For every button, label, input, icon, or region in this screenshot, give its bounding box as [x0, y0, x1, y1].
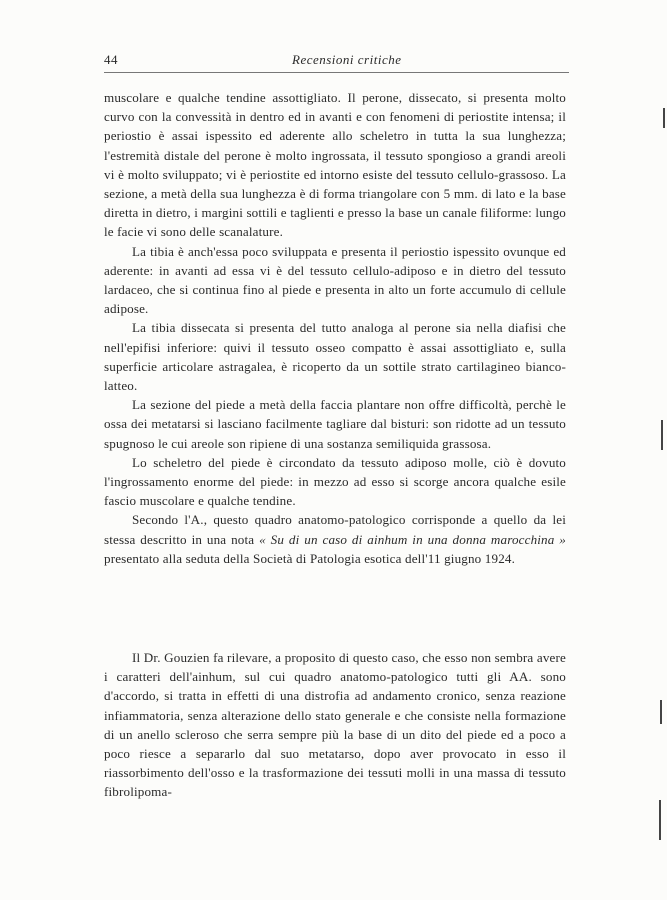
section-2: [104, 648, 566, 802]
section2-prefix: Il Dr.: [132, 650, 161, 665]
section2-text: fa rilevare, a proposito di questo caso, che esso non sembra avere i caratteri dell'ainhum, sul cui quadro anatomo-patologico tutti gli AA. sono d'accordo, si tratta in effetti di una distrofia ad andamento cronico, senza reazione infiammatoria, senza alterazione dello stato generale e che consiste nella formazione di un anello scleroso che serra sempre più la base di un dito del piede ed a poco a poco riesce a separarlo dal suo metatarso, dopo aver provocato in esso il riassorbimento dell'osso e la trasformazione dei tessuti molli in una massa di tessuto fibrolipoma-: [104, 650, 566, 800]
paragraph-6-before: Secondo l'A., questo quadro anatomo-patologico corrisponde a quello da lei stessa descritto in una nota: [104, 512, 566, 547]
scan-mark: [660, 700, 662, 724]
paragraph-4: La sezione del piede a metà della faccia plantare non offre difficoltà, perchè le ossa dei metatarsi si lasciano facilmente tagliare dal bisturi: son ridotte ad un tessuto spugnoso le cui areole son ripiene di una sostanza semiliquida grassosa.: [104, 397, 566, 451]
paragraph-6: [104, 510, 566, 568]
running-title: Recensioni critiche: [292, 52, 402, 67]
cited-note-title: « Su di un caso di ainhum in una donna marocchina »: [259, 531, 566, 547]
scan-mark: [663, 108, 665, 128]
page-number: 44: [104, 52, 118, 67]
paragraph-7: [104, 648, 566, 802]
running-header: [104, 52, 566, 72]
author-name: Gouzien: [164, 650, 210, 665]
paragraph-5: Lo scheletro del piede è circondato da tessuto adiposo molle, ciò è dovuto l'ingrossamento enorme del piede: in mezzo ad esso si scorge ancora qualche esile fascio muscolare e qualche tendine.: [104, 454, 566, 509]
main-text: [104, 88, 566, 568]
paragraph-6-after: presentato alla seduta della Società di Patologia esotica dell'11 giugno 1924.: [104, 550, 516, 566]
scan-mark: [659, 800, 661, 840]
paragraph-3: La tibia dissecata si presenta del tutto analoga al perone sia nella diafisi che nell'epifisi inferiore: quivi il tessuto osseo compatto è assai assottigliato e, sulla superficie articolare astragalea, è ricoperto da un sottile strato cartilagineo bianco-latteo.: [104, 320, 566, 394]
paragraph-2: La tibia è anch'essa poco sviluppata e presenta il periostio ispessito ovunque ed aderente: in avanti ad essa vi è del tessuto cellulo-adiposo e in dietro del tessuto lardaceo, che si continua fino al piede e presenta in alto un forte accumulo di cellule adipose.: [104, 243, 566, 317]
paragraph-1: muscolare e qualche tendine assottigliato. Il perone, dissecato, si presenta molto curvo con la convessità in dentro ed in avanti e con fenomeni di periostite intensa; il periostio è assai ispessito ed aderente allo scheletro in tutta la sua lunghezza; l'estremità distale del perone è molto ingrossata, il tessuto spongioso a grandi areoli vi è molto sviluppato; vi è periostite ed intorno esiste del tessuto cellulo-grassoso. La sezione, a metà della sua lunghezza è di forma triangolare con 5 mm. di lato e la base diretta in dietro, i margini sottili e taglienti e presso la base un canale filiforme: lungo le facie vi sono delle scanalature.: [104, 90, 566, 240]
header-rule: [104, 72, 569, 73]
scan-mark: [661, 420, 663, 450]
